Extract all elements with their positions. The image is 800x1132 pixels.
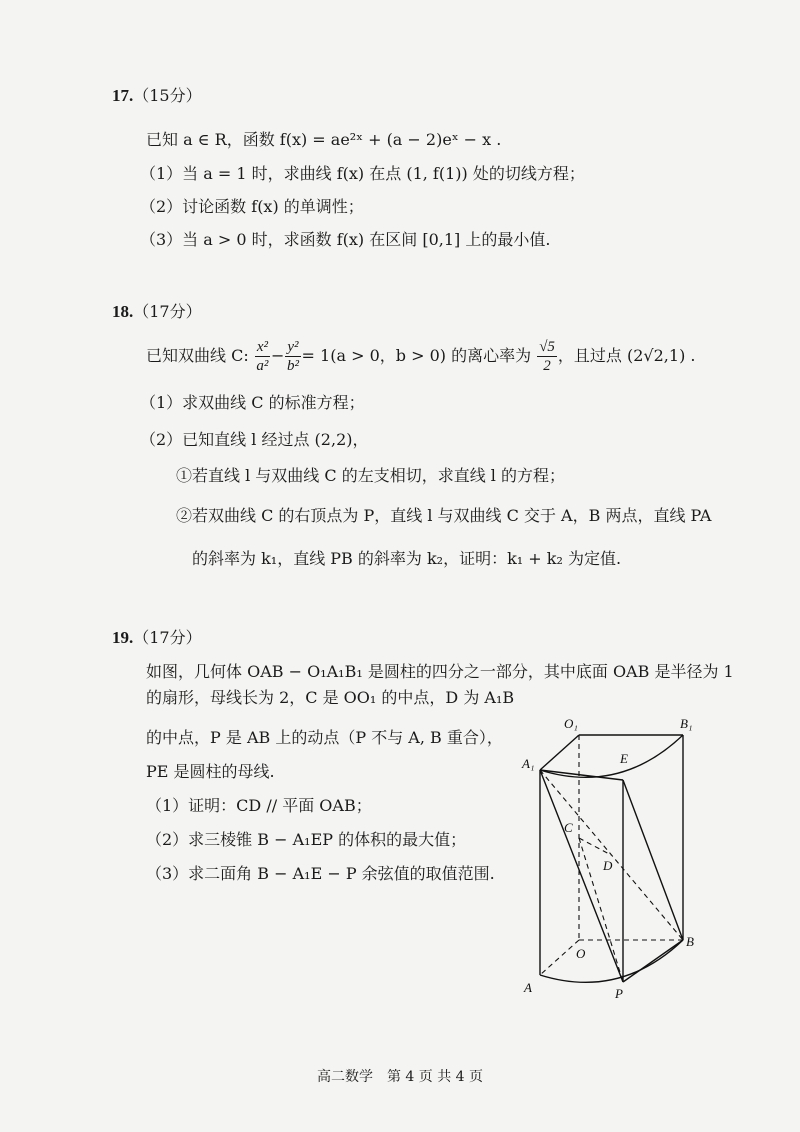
q17-part-1: （1）当 a = 1 时，求曲线 f(x) 在点 (1, f(1)) 处的切线方程；: [140, 164, 585, 183]
page-footer: 高二数学 第 4 页 共 4 页: [316, 1069, 484, 1085]
q17-score: （15分）: [133, 86, 202, 105]
q19-header: [112, 628, 202, 648]
q18-frac-e-num: √5: [539, 339, 555, 355]
q18-frac-e-den: 2: [543, 358, 551, 374]
q19-stem-line-3: 的中点，P 是 AB 上的动点（P 不与 A, B 重合），: [146, 728, 503, 747]
q17-header: [112, 86, 202, 106]
label-O: O: [576, 946, 586, 961]
q18-fraction-x: [255, 338, 270, 375]
label-P: P: [615, 986, 623, 1000]
q18-frac-x-num: x²: [256, 339, 268, 355]
q18-stem-suffix: ，且过点 (2√2,1) .: [557, 346, 696, 365]
q18-part-2: （2）已知直线 l 经过点 (2,2)，: [140, 430, 369, 449]
q17-part-3: （3）当 a > 0 时，求函数 f(x) 在区间 [0,1] 上的最小值.: [140, 230, 551, 249]
edge-PB: [623, 940, 683, 982]
q19-stem-line-2: 的扇形，母线长为 2，C 是 OO₁ 的中点，D 为 A₁B: [146, 688, 515, 707]
quarter-cylinder-figure: [500, 700, 710, 1000]
label-O1: O₁: [564, 716, 578, 731]
q18-stem-middle: = 1(a > 0，b > 0) 的离心率为: [301, 346, 532, 365]
edge-O1A1: [540, 735, 579, 770]
q19-score: （17分）: [133, 628, 202, 647]
edge-A1B: [540, 770, 683, 940]
q18-fraction-eccentricity: [537, 338, 557, 375]
q18-frac-y-num: y²: [287, 339, 299, 355]
edge-CP: [579, 838, 623, 982]
q18-part-2-sub-2: ②若双曲线 C 的右顶点为 P，直线 l 与双曲线 C 交于 A，B 两点，直线 PA: [176, 506, 712, 525]
edge-CD: [579, 838, 611, 855]
arc-A1B1: [540, 735, 683, 777]
label-C: C: [564, 820, 573, 835]
q18-part-2-sub-1: ①若直线 l 与双曲线 C 的左支相切，求直线 l 的方程；: [176, 466, 565, 485]
q18-minus: −: [270, 346, 285, 365]
q17-part-2: （2）讨论函数 f(x) 的单调性；: [140, 197, 364, 216]
label-A: A: [524, 980, 532, 995]
q18-frac-x-den: a²: [256, 358, 269, 374]
q18-stem: [146, 336, 696, 376]
q19-stem-line-4: PE 是圆柱的母线.: [146, 762, 275, 781]
q18-number: 18.: [112, 302, 134, 321]
q19-number: 19.: [112, 628, 134, 647]
edge-OA: [540, 940, 579, 975]
q17-stem: 已知 a ∈ R，函数 f(x) = ae²ˣ + (a − 2)eˣ − x .: [146, 130, 502, 149]
q18-fraction-y: [285, 338, 300, 375]
q18-stem-prefix: 已知双曲线 C:: [146, 346, 249, 365]
edge-EB: [623, 780, 683, 940]
q18-part-1: （1）求双曲线 C 的标准方程；: [140, 393, 365, 412]
arc-AB: [540, 940, 683, 982]
q19-part-3: （3）求二面角 B − A₁E − P 余弦值的取值范围.: [146, 864, 495, 883]
q18-header: [112, 302, 202, 322]
q18-frac-y-den: b²: [286, 358, 299, 374]
label-E: E: [620, 751, 628, 766]
label-B1: B₁: [680, 716, 693, 731]
q19-part-2: （2）求三棱锥 B − A₁EP 的体积的最大值；: [146, 830, 467, 849]
q18-score: （17分）: [133, 302, 202, 321]
q17-number: 17.: [112, 86, 134, 105]
q19-part-1: （1）证明：CD // 平面 OAB；: [146, 796, 372, 815]
label-B: B: [686, 934, 694, 949]
label-A1: A₁: [522, 756, 535, 771]
label-D: D: [603, 858, 613, 873]
q19-stem-line-1: 如图，几何体 OAB − O₁A₁B₁ 是圆柱的四分之一部分，其中底面 OAB 是半径为 1: [146, 662, 734, 681]
q18-part-2-sub-2-cont: 的斜率为 k₁，直线 PB 的斜率为 k₂，证明：k₁ + k₂ 为定值.: [192, 549, 622, 568]
